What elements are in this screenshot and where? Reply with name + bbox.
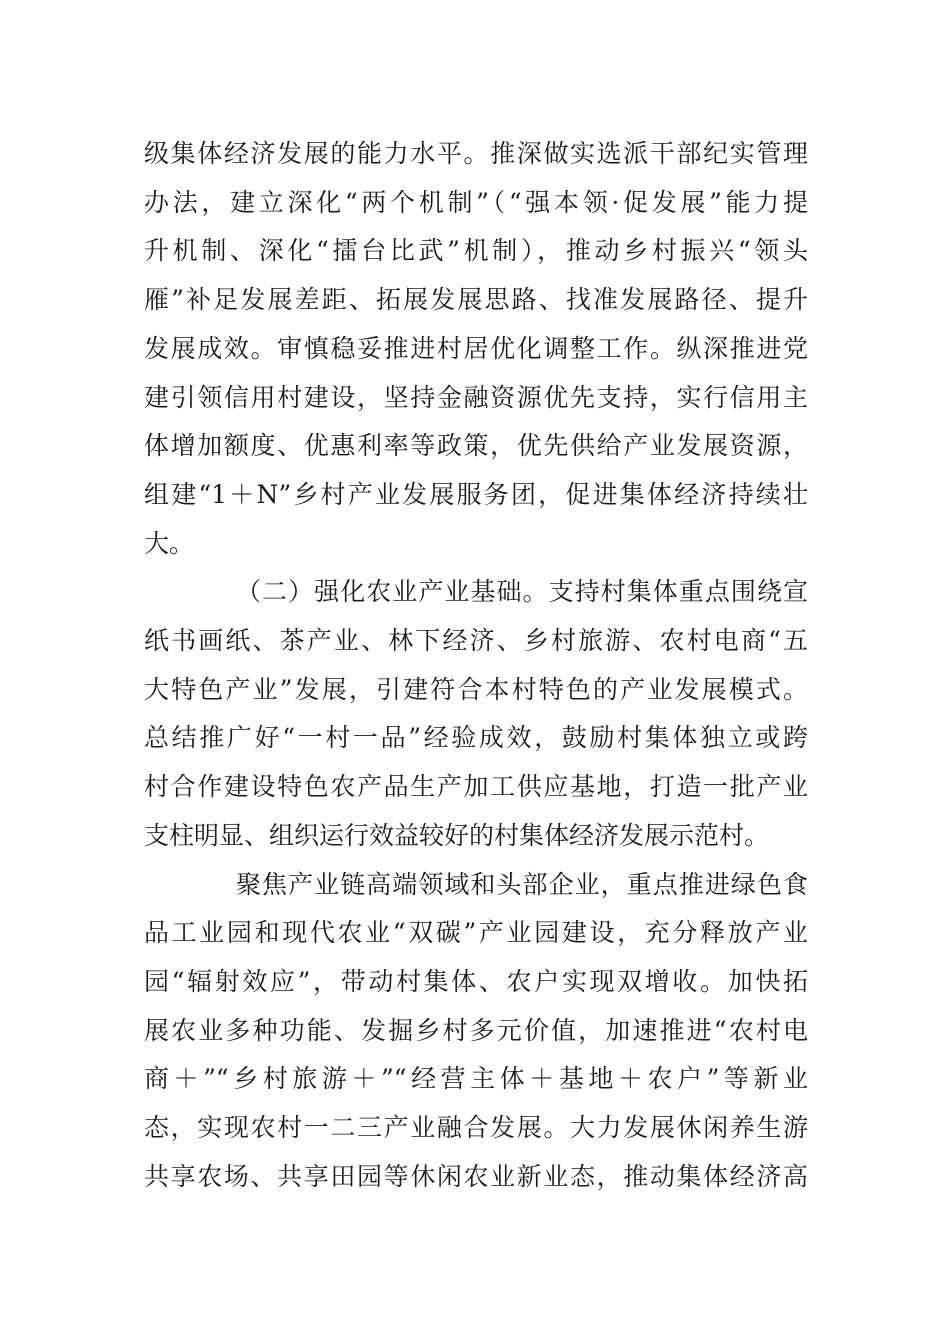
- document-body: [144, 130, 808, 1201]
- paragraph-1: [144, 130, 808, 568]
- text-line: 办法，建立深化“两个机制”（“强本领·促发展”能力提: [144, 187, 808, 217]
- text-line: 园“辐射效应”，带动村集体、农户实现双增收。加快拓: [144, 966, 808, 996]
- text-line: 升机制、深化“擂台比武”机制），推动乡村振兴“领头: [144, 236, 808, 266]
- text-line: 体增加额度、优惠利率等政策，优先供给产业发展资源，: [144, 431, 808, 461]
- text-line: 发展成效。审慎稳妥推进村居优化调整工作。纵深推进党: [144, 333, 808, 363]
- text-line: 支柱明显、组织运行效益较好的村集体经济发展示范村。: [144, 820, 770, 850]
- text-line: 大。: [144, 528, 195, 558]
- paragraph-2: [144, 568, 808, 860]
- text-line: 聚焦产业链高端领域和头部企业，重点推进绿色食: [236, 869, 808, 899]
- paragraph-3: [144, 861, 808, 1202]
- text-line: 级集体经济发展的能力水平。推深做实选派干部纪实管理: [144, 139, 808, 168]
- text-line: （二）强化农业产业基础。支持村集体重点围绕宣: [236, 577, 808, 607]
- text-line: 建引领信用村建设，坚持金融资源优先支持，实行信用主: [144, 382, 808, 412]
- text-line: 雁”补足发展差距、拓展发展思路、找准发展路径、提升: [144, 285, 808, 315]
- text-line: 品工业园和现代农业“双碳”产业园建设，充分释放产业: [144, 918, 808, 948]
- text-line: 村合作建设特色农产品生产加工供应基地，打造一批产业: [144, 772, 808, 802]
- text-line: 组建“1＋N”乡村产业发展服务团，促进集体经济持续壮: [144, 479, 808, 509]
- text-line: 大特色产业”发展，引建符合本村特色的产业发展模式。: [144, 674, 808, 704]
- text-line: 态，实现农村一二三产业融合发展。大力发展休闲养生游: [144, 1113, 808, 1143]
- text-line: 总结推广好“一村一品”经验成效，鼓励村集体独立或跨: [144, 723, 808, 753]
- text-line: 商＋”“乡村旅游＋”“经营主体＋基地＋农户”等新业: [144, 1064, 808, 1094]
- text-line: 展农业多种功能、发掘乡村多元价值，加速推进“农村电: [144, 1015, 808, 1045]
- text-line: 纸书画纸、茶产业、林下经济、乡村旅游、农村电商“五: [144, 626, 808, 656]
- text-line: 共享农场、共享田园等休闲农业新业态，推动集体经济高: [144, 1161, 808, 1191]
